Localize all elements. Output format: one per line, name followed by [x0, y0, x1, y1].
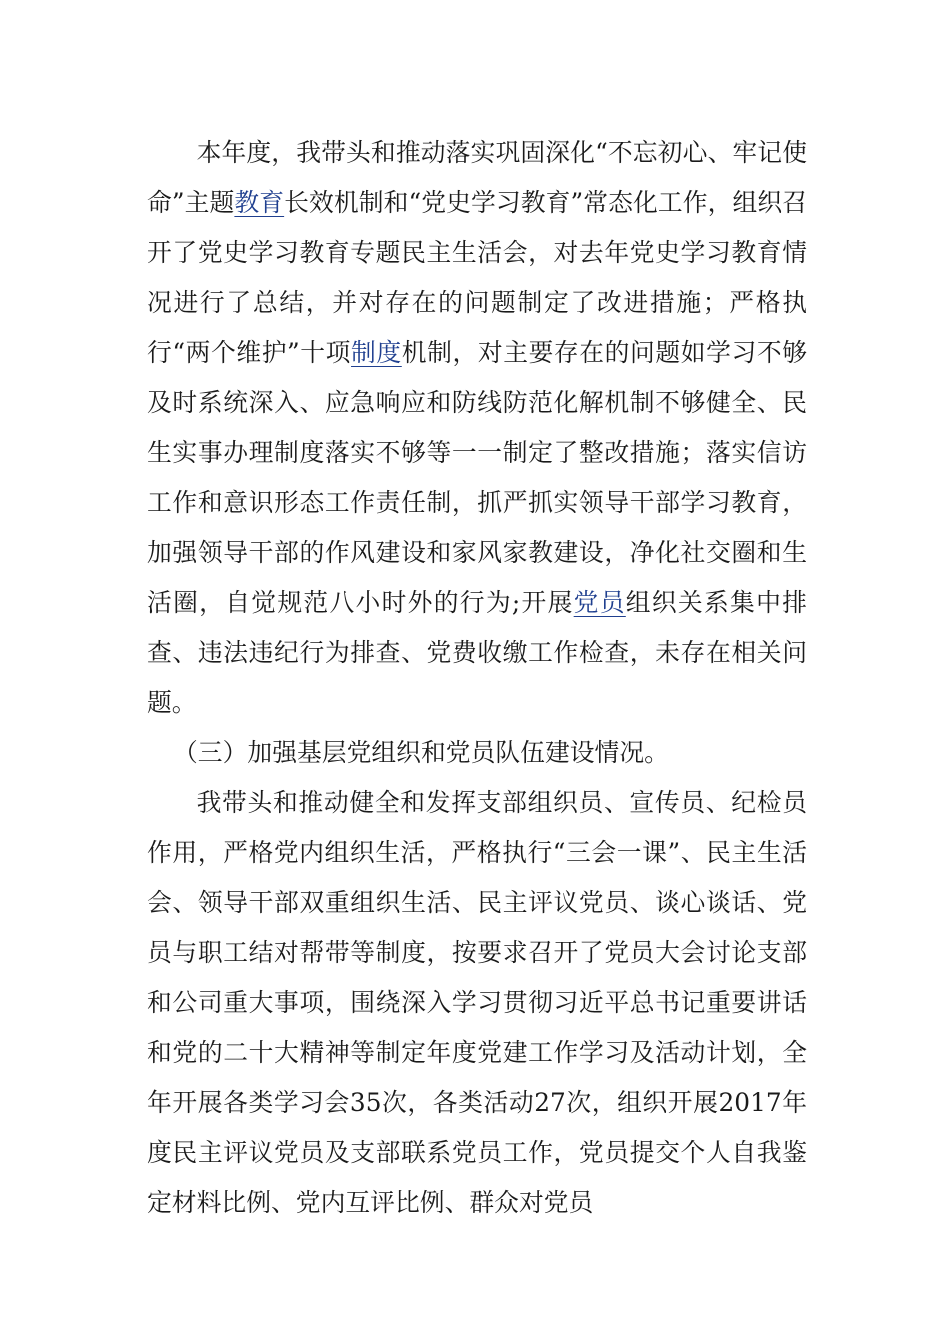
paragraph-organization-building: [147, 778, 807, 1228]
document-page: [147, 128, 807, 1228]
link-party-member[interactable]: 党员: [573, 588, 626, 617]
paragraph-text: 组织关系集中排查、违法违纪行为排查、党费收缴工作检查，未存在相关问题。: [147, 588, 807, 717]
paragraph-work-summary: [147, 128, 807, 728]
paragraph-text: 机制，对主要存在的问题如学习不够及时系统深入、应急响应和防线防范化解机制不够健全、民生实事办理制度落实不够等一一制定了整改措施；落实信访工作和意识形态工作责任制，抓严抓实领导干部学习教育，加强领导干部的作风建设和家风家教建设，净化社交圈和生活圈，自觉规范八小时外的行为;开展: [147, 338, 807, 617]
paragraph-text: 长效机制和“党史学习教育”常态化工作，组织召开了党史学习教育专题民主生活会，对去年党史学习教育情况进行了总结，并对存在的问题制定了改进措施；严格执行“两个维护”十项: [147, 188, 807, 367]
section-heading-text: （三）加强基层党组织和党员队伍建设情况。: [173, 738, 669, 767]
link-system[interactable]: 制度: [351, 338, 402, 367]
paragraph-text: 本年度，我带头和推动落实巩固深化“不忘初心、牢记使命”主题: [147, 138, 807, 217]
paragraph-text: 我带头和推动健全和发挥支部组织员、宣传员、纪检员作用，严格党内组织生活，严格执行“三会一课”、民主生活会、领导干部双重组织生活、民主评议党员、谈心谈话、党员与职工结对帮带等制度，按要求召开了党员大会讨论支部和公司重大事项，围绕深入学习贯彻习近平总书记重要讲话和党的二十大精神等制定年度党建工作学习及活动计划，全年开展各类学习会35次，各类活动27次，组织开展2017年度民主评议党员及支部联系党员工作，党员提交个人自我鉴定材料比例、党内互评比例、群众对党员: [147, 788, 807, 1217]
link-education[interactable]: 教育: [234, 188, 285, 217]
section-heading: [147, 728, 807, 778]
